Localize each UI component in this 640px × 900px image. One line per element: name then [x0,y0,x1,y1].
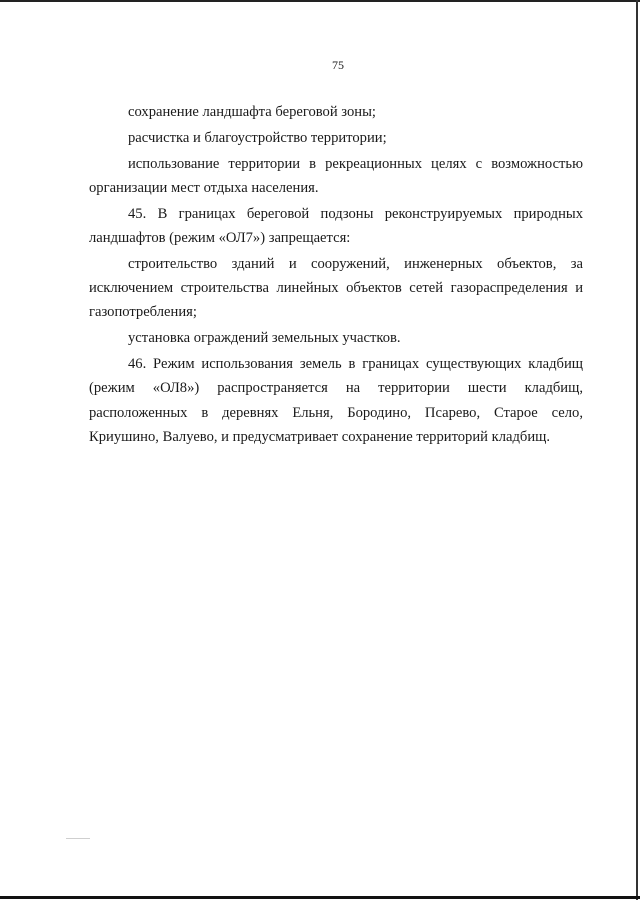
clause-45: 45. В границах береговой подзоны реконструируемых природных ландшафтов (режим «ОЛ7») запрещается: [89,205,583,246]
document-body [89,100,583,449]
page-border-top [0,0,640,2]
scan-mark [66,838,90,839]
paragraph: использование территории в рекреационных целях с возможностью организации мест отдыха населения. [89,155,583,196]
paragraph: сохранение ландшафта береговой зоны; [128,104,376,120]
paragraph: строительство зданий и сооружений, инженерных объектов, за исключением строительства линейных объектов сетей газораспределения и газопотребления; [89,255,583,321]
page-number: 75 [332,58,344,72]
page-border-right [636,0,638,900]
clause-46: 46. Режим использования земель в границах существующих кладбищ (режим «ОЛ8») распространяется на территории шести кладбищ, расположенных в деревнях Ельня, Бородино, Псарево, Старое село, Криушино, Валуево, и предусматривает сохранение территорий кладбищ. [89,355,583,445]
paragraph: расчистка и благоустройство территории; [128,129,387,146]
paragraph: установка ограждений земельных участков. [128,330,401,347]
page-border-bottom [0,896,640,899]
